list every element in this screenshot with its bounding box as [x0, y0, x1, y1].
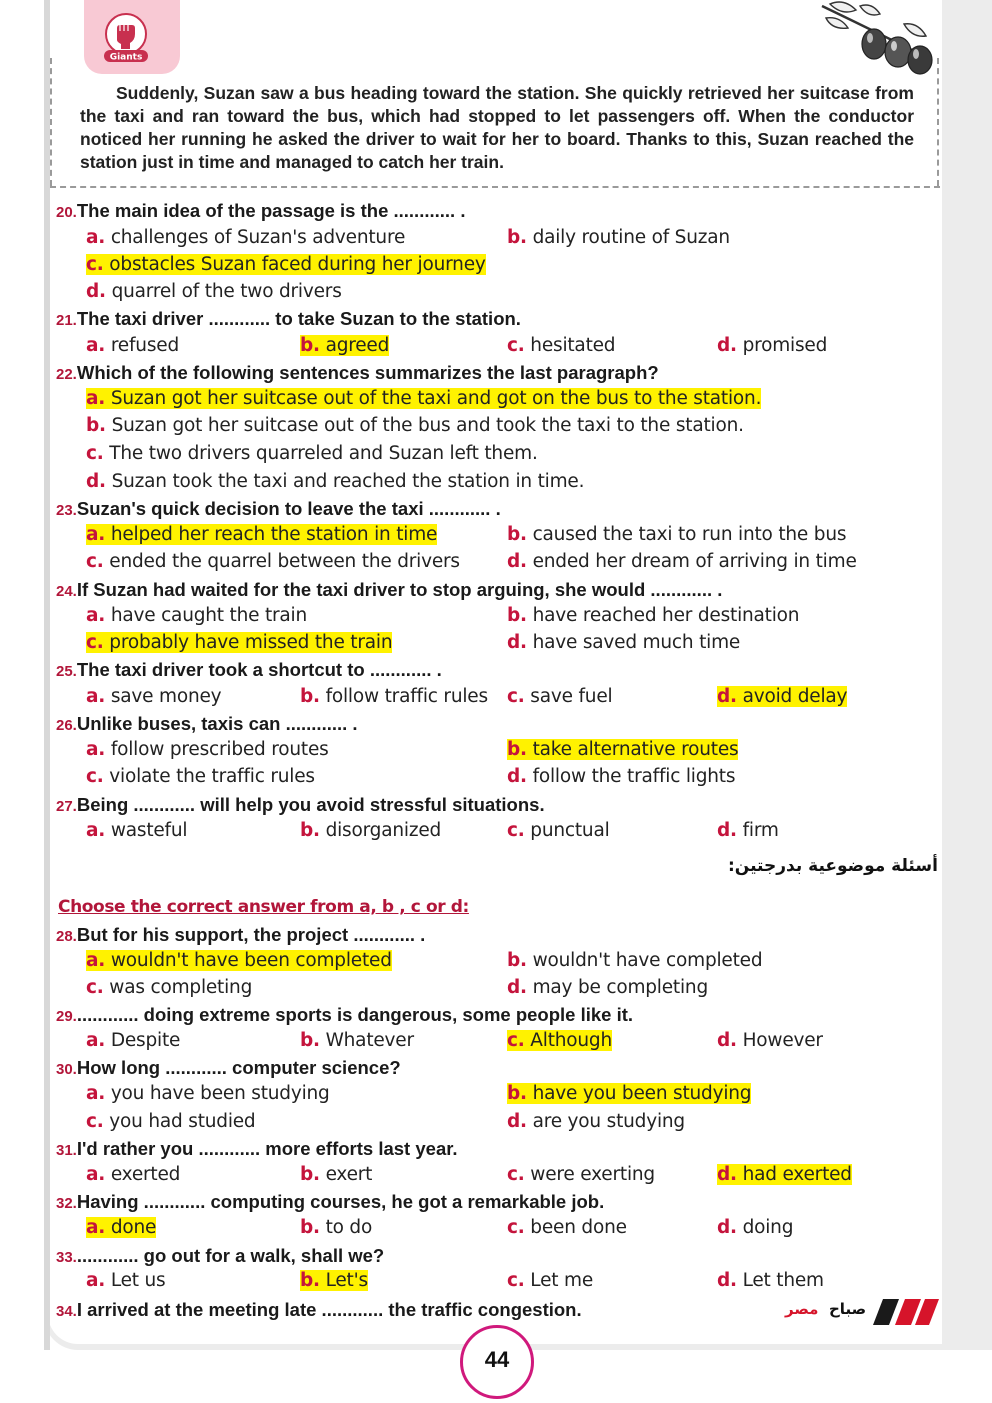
option-23a[interactable]: a. helped her reach the station in time: [86, 524, 438, 545]
option-21a[interactable]: a. refused: [86, 335, 179, 356]
option-23c[interactable]: c. ended the quarrel between the drivers: [86, 551, 460, 572]
option-28a[interactable]: a. wouldn't have been completed: [86, 950, 392, 971]
option-25b[interactable]: b. follow traffic rules: [300, 686, 488, 707]
option-20b[interactable]: b. daily routine of Suzan: [507, 227, 730, 248]
option-21b[interactable]: b. agreed: [300, 335, 390, 356]
question-number: 20.: [56, 204, 77, 221]
option-24d[interactable]: d. have saved much time: [507, 632, 741, 653]
option-27a[interactable]: a. wasteful: [86, 820, 188, 841]
option-28b[interactable]: b. wouldn't have completed: [507, 950, 763, 971]
option-29c[interactable]: c. Although: [507, 1030, 612, 1051]
question-24: 24.If Suzan had waited for the taxi driver to stop arguing, she would ............ .: [56, 579, 723, 600]
section-title-arabic: أسئلة موضوعية بدرجتين:: [728, 856, 938, 876]
option-28c[interactable]: c. was completing: [86, 977, 253, 998]
option-31b[interactable]: b. exert: [300, 1164, 373, 1185]
option-23b[interactable]: b. caused the taxi to run into the bus: [507, 524, 847, 545]
option-30c[interactable]: c. you had studied: [86, 1111, 256, 1132]
option-20d[interactable]: d. quarrel of the two drivers: [86, 281, 342, 302]
question-27: 27.Being ............ will help you avoid stressful situations.: [56, 794, 545, 815]
question-text: The main idea of the passage is the ............ .: [76, 200, 466, 221]
option-33d[interactable]: d. Let them: [717, 1270, 824, 1291]
page-number: 44: [460, 1325, 534, 1399]
option-33b[interactable]: b. Let's: [300, 1270, 368, 1291]
option-22c[interactable]: c. The two drivers quarreled and Suzan left them.: [86, 443, 538, 464]
option-30a[interactable]: a. you have been studying: [86, 1083, 330, 1104]
option-22a[interactable]: a. Suzan got her suitcase out of the taxi and got on the bus to the station.: [86, 388, 762, 409]
option-25a[interactable]: a. save money: [86, 686, 222, 707]
option-29a[interactable]: a. Despite: [86, 1030, 181, 1051]
instruction-heading: Choose the correct answer from a, b , c or d:: [58, 897, 469, 917]
option-31a[interactable]: a. exerted: [86, 1164, 181, 1185]
brand-logo: [783, 1297, 939, 1327]
question-33: 33............. go out for a walk, shall we?: [56, 1245, 385, 1266]
page-edge: [44, 0, 50, 1350]
option-24a[interactable]: a. have caught the train: [86, 605, 308, 626]
option-24b[interactable]: b. have reached her destination: [507, 605, 800, 626]
option-20c[interactable]: c. obstacles Suzan faced during her journey: [86, 254, 486, 275]
question-23: 23.Suzan's quick decision to leave the taxi ............ .: [56, 498, 501, 519]
option-31c[interactable]: c. were exerting: [507, 1164, 655, 1185]
option-32c[interactable]: c. been done: [507, 1217, 627, 1238]
option-26b[interactable]: b. take alternative routes: [507, 739, 739, 760]
option-24c[interactable]: c. probably have missed the train: [86, 632, 393, 653]
option-20a[interactable]: a. challenges of Suzan's adventure: [86, 227, 406, 248]
question-34: 34.I arrived at the meeting late ............ the traffic congestion.: [56, 1299, 582, 1320]
option-22d[interactable]: d. Suzan took the taxi and reached the station in time.: [86, 471, 585, 492]
passage-box-left-border: [50, 58, 52, 186]
question-31: 31.I'd rather you ............ more efforts last year.: [56, 1138, 458, 1159]
option-33a[interactable]: a. Let us: [86, 1270, 166, 1291]
question-20: [56, 200, 465, 222]
option-21d[interactable]: d. promised: [717, 335, 828, 356]
reading-passage: Suddenly, Suzan saw a bus heading toward the station. She quickly retrieved her suitcase from the taxi and ran toward the bus, which had stopped to let passengers off. When the conductor noticed her running he asked the driver to wait for her to board. Thanks to this, Suzan reached the station just in time and managed to catch her train.: [80, 83, 914, 172]
question-21: 21.The taxi driver ............ to take Suzan to the station.: [56, 308, 521, 329]
question-30: 30.How long ............ computer science?: [56, 1057, 401, 1078]
option-32d[interactable]: d. doing: [717, 1217, 794, 1238]
question-25: 25.The taxi driver took a shortcut to ............ .: [56, 659, 442, 680]
option-30d[interactable]: d. are you studying: [507, 1111, 685, 1132]
question-32: 32.Having ............ computing courses, he got a remarkable job.: [56, 1191, 605, 1212]
brand-name-part2: مصر: [785, 1300, 819, 1318]
option-27c[interactable]: c. punctual: [507, 820, 610, 841]
option-29d[interactable]: d. However: [717, 1030, 823, 1051]
logo-text: Giants: [109, 52, 143, 63]
option-26a[interactable]: a. follow prescribed routes: [86, 739, 329, 760]
question-22: 22.Which of the following sentences summarizes the last paragraph?: [56, 362, 659, 383]
option-26d[interactable]: d. follow the traffic lights: [507, 766, 736, 787]
option-32b[interactable]: b. to do: [300, 1217, 373, 1238]
brand-name-part1: صباح: [829, 1300, 867, 1318]
option-29b[interactable]: b. Whatever: [300, 1030, 414, 1051]
option-30b[interactable]: b. have you been studying: [507, 1083, 752, 1104]
option-33c[interactable]: c. Let me: [507, 1270, 593, 1291]
option-31d[interactable]: d. had exerted: [717, 1164, 852, 1185]
option-25c[interactable]: c. save fuel: [507, 686, 613, 707]
option-32a[interactable]: a. done: [86, 1217, 157, 1238]
option-25d[interactable]: d. avoid delay: [717, 686, 848, 707]
option-27d[interactable]: d. firm: [717, 820, 779, 841]
olive-branch-icon: [812, 0, 940, 78]
option-27b[interactable]: b. disorganized: [300, 820, 442, 841]
question-29: 29............. doing extreme sports is dangerous, some people like it.: [56, 1004, 634, 1025]
option-22b[interactable]: b. Suzan got her suitcase out of the bus and took the taxi to the station.: [86, 415, 744, 436]
question-26: 26.Unlike buses, taxis can ............ .: [56, 713, 358, 734]
option-21c[interactable]: c. hesitated: [507, 335, 616, 356]
option-23d[interactable]: d. ended her dream of arriving in time: [507, 551, 857, 572]
option-28d[interactable]: d. may be completing: [507, 977, 708, 998]
option-26c[interactable]: c. violate the traffic rules: [86, 766, 315, 787]
question-28: 28.But for his support, the project ............ .: [56, 924, 426, 945]
